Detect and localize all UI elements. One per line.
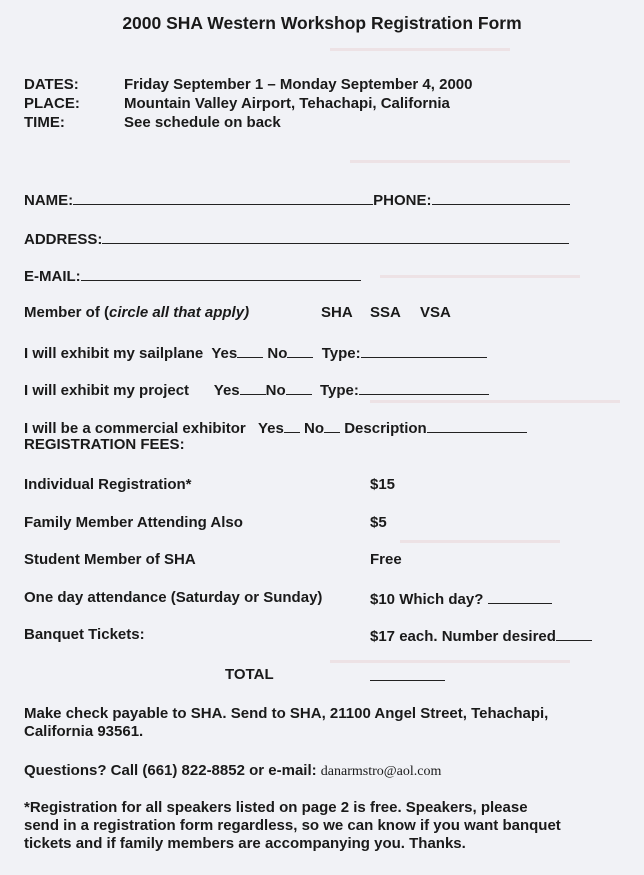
project-yes-label: Yes (213, 382, 240, 399)
place-value: Mountain Valley Airport, Tehachapi, California (124, 95, 450, 112)
total-label: TOTAL (225, 666, 274, 683)
note-line-3: tickets and if family members are accompanying you. Thanks. (24, 835, 466, 852)
sailplane-type-label: Type: (321, 345, 361, 362)
fee-price-oneday: $10 Which day? (370, 591, 484, 608)
sailplane-yes-label: Yes (211, 345, 238, 362)
email-row (24, 266, 361, 286)
form-title: 2000 SHA Western Workshop Registration Form (122, 13, 522, 33)
total-row (370, 666, 445, 686)
project-type-label: Type: (320, 382, 359, 399)
fee-price-individual: $15 (370, 476, 396, 493)
member-option-vsa[interactable]: VSA (420, 304, 451, 321)
sailplane-no-label: No (267, 345, 288, 362)
dates-label: DATES: (24, 76, 79, 93)
name-field[interactable] (73, 190, 373, 205)
payment-line-2: California 93561. (24, 723, 144, 740)
commercial-description-label: Description (344, 420, 427, 437)
time-value: See schedule on back (124, 114, 281, 131)
fee-label-oneday: One day attendance (Saturday or Sunday) (24, 589, 323, 606)
commercial-yes-label: Yes (257, 420, 284, 437)
project-type-field[interactable] (359, 380, 489, 395)
commercial-no-field[interactable] (324, 418, 340, 433)
place-label: PLACE: (24, 95, 80, 112)
fee-label-student: Student Member of SHA (24, 551, 196, 568)
fee-price-student: Free (370, 551, 402, 568)
fees-heading: REGISTRATION FEES: (24, 436, 185, 453)
dates-value: Friday September 1 – Monday September 4, 2000 (124, 76, 473, 93)
commercial-row (24, 418, 527, 438)
member-label: Member of ( (24, 304, 110, 321)
fee-price-banquet: $17 each. Number desired (370, 628, 556, 645)
note-line-2: send in a registration form regardless, so we can know if you want banquet (24, 817, 561, 834)
fee-label-banquet: Banquet Tickets: (24, 626, 145, 643)
member-label-row (24, 304, 249, 322)
address-field[interactable] (102, 229, 569, 244)
questions-label: Questions? Call (661) 822-8852 or e-mail: (24, 762, 317, 779)
total-field[interactable] (370, 666, 445, 681)
name-label: NAME: (24, 192, 74, 209)
fee-price-family: $5 (370, 514, 387, 531)
email-label: E-MAIL: (24, 268, 81, 285)
project-yes-field[interactable] (240, 380, 266, 395)
fee-oneday-row (370, 589, 552, 609)
phone-label: PHONE: (373, 192, 432, 209)
time-label: TIME: (24, 114, 65, 131)
fee-label-individual: Individual Registration* (24, 476, 192, 493)
questions-row (24, 762, 441, 781)
commercial-no-label: No (304, 420, 325, 437)
address-row (24, 229, 569, 249)
sailplane-yes-field[interactable] (237, 343, 263, 358)
member-option-ssa[interactable]: SSA (370, 304, 401, 321)
sailplane-label: I will exhibit my sailplane (24, 345, 204, 362)
address-label: ADDRESS: (24, 231, 103, 248)
project-no-field[interactable] (286, 380, 312, 395)
member-option-sha[interactable]: SHA (321, 304, 353, 321)
questions-email[interactable]: danarmstro@aol.com (320, 764, 442, 779)
fee-banquet-row (370, 626, 592, 646)
phone-field[interactable] (432, 190, 570, 205)
which-day-field[interactable] (488, 589, 552, 604)
commercial-label: I will be a commercial exhibitor (24, 420, 246, 437)
sailplane-no-field[interactable] (287, 343, 313, 358)
project-row (24, 380, 489, 400)
project-no-label: No (265, 382, 286, 399)
commercial-description-field[interactable] (427, 418, 527, 433)
project-label: I will exhibit my project (24, 382, 190, 399)
name-row (24, 190, 570, 210)
note-line-1: *Registration for all speakers listed on page 2 is free. Speakers, please (24, 799, 528, 816)
email-field[interactable] (81, 266, 361, 281)
banquet-number-field[interactable] (556, 626, 592, 641)
commercial-yes-field[interactable] (284, 418, 300, 433)
sailplane-row (24, 343, 487, 363)
member-note: circle all that apply) (109, 304, 250, 321)
fee-label-family: Family Member Attending Also (24, 514, 243, 531)
sailplane-type-field[interactable] (361, 343, 487, 358)
payment-line-1: Make check payable to SHA. Send to SHA, 21100 Angel Street, Tehachapi, (24, 705, 549, 722)
